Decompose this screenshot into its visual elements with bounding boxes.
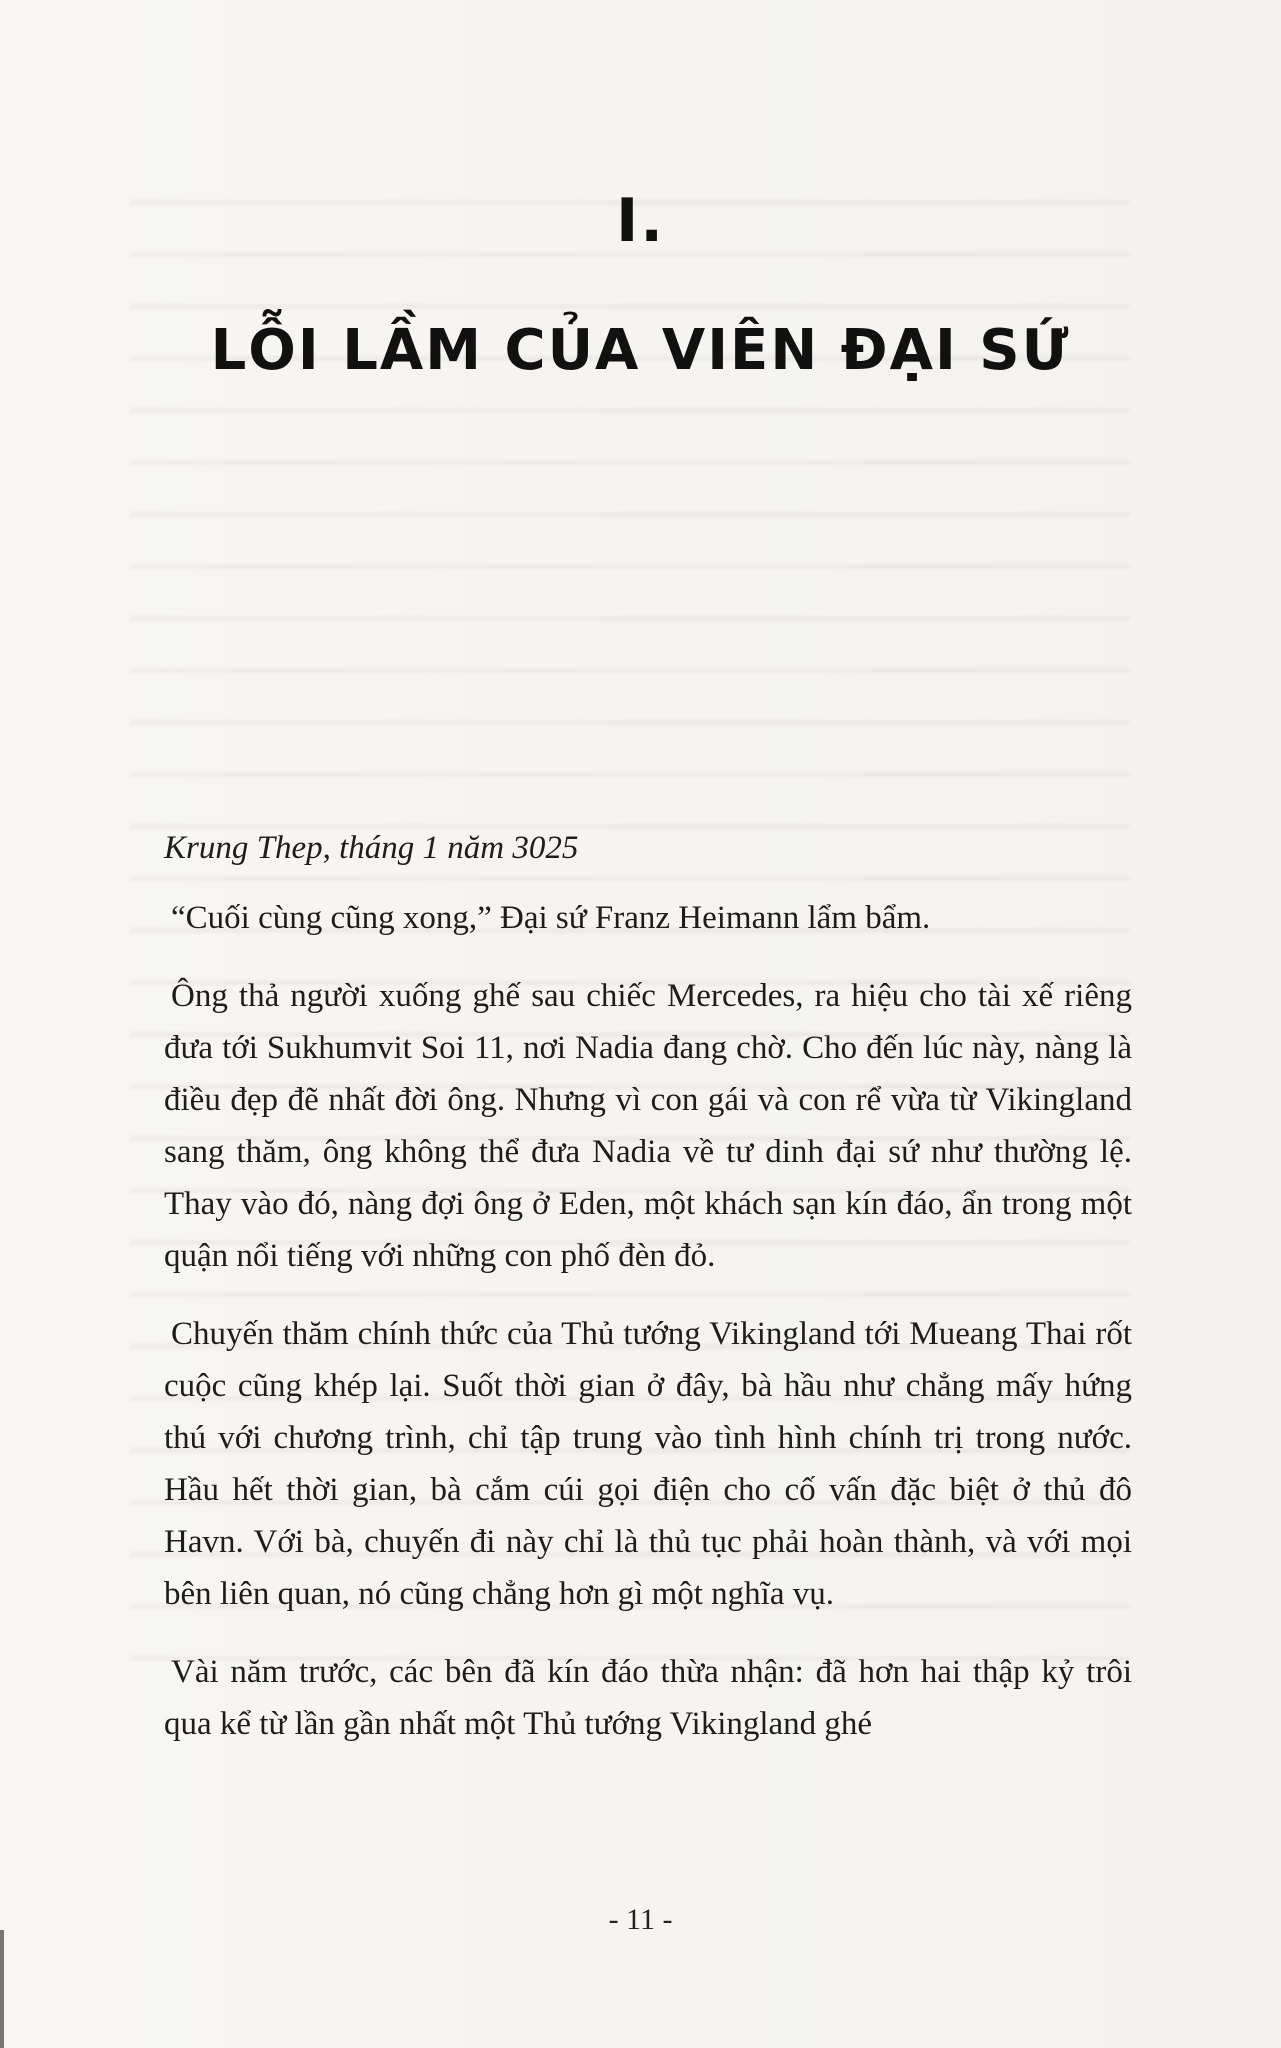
chapter-number: I.: [615, 186, 666, 256]
dateline: Krung Thep, tháng 1 năm 3025: [164, 830, 579, 866]
paragraph-4: Vài năm trước, các bên đã kín đáo thừa nhận: đã hơn hai thập kỷ trôi qua kể từ lần gần nhất một Thủ tướng Vikingland ghé: [164, 1654, 1132, 1742]
page-edge-shadow: [0, 1930, 4, 2048]
chapter-title: LỖI LẦM CỦA VIÊN ĐẠI SỨ: [210, 318, 1071, 383]
paragraph-1: “Cuối cùng cũng xong,” Đại sứ Franz Heimann lẩm bẩm.: [171, 900, 931, 936]
chapter-body: [164, 822, 1132, 1750]
paragraph-2: Ông thả người xuống ghế sau chiếc Mercedes, ra hiệu cho tài xế riêng đưa tới Sukhumvit Soi 11, nơi Nadia đang chờ. Cho đến lúc này, nàng là điều đẹp đẽ nhất đời ông. Nhưng vì con gái và con rể vừa từ Vikingland sang thăm, ông không thể đưa Nadia về tư dinh đại sứ như thường lệ. Thay vào đó, nàng đợi ông ở Eden, một khách sạn kín đáo, ẩn trong một quận nổi tiếng với những con phố đèn đỏ.: [164, 978, 1132, 1274]
paragraph-3: Chuyến thăm chính thức của Thủ tướng Vikingland tới Mueang Thai rốt cuộc cũng khép lại. Suốt thời gian ở đây, bà hầu như chẳng mấy hứng thú với chương trình, chỉ tập trung vào tình hình chính trị trong nước. Hầu hết thời gian, bà cắm cúi gọi điện cho cố vấn đặc biệt ở thủ đô Havn. Với bà, chuyến đi này chỉ là thủ tục phải hoàn thành, và với mọi bên liên quan, nó cũng chẳng hơn gì một nghĩa vụ.: [164, 1316, 1132, 1612]
page-number: - 11 -: [608, 1903, 673, 1936]
